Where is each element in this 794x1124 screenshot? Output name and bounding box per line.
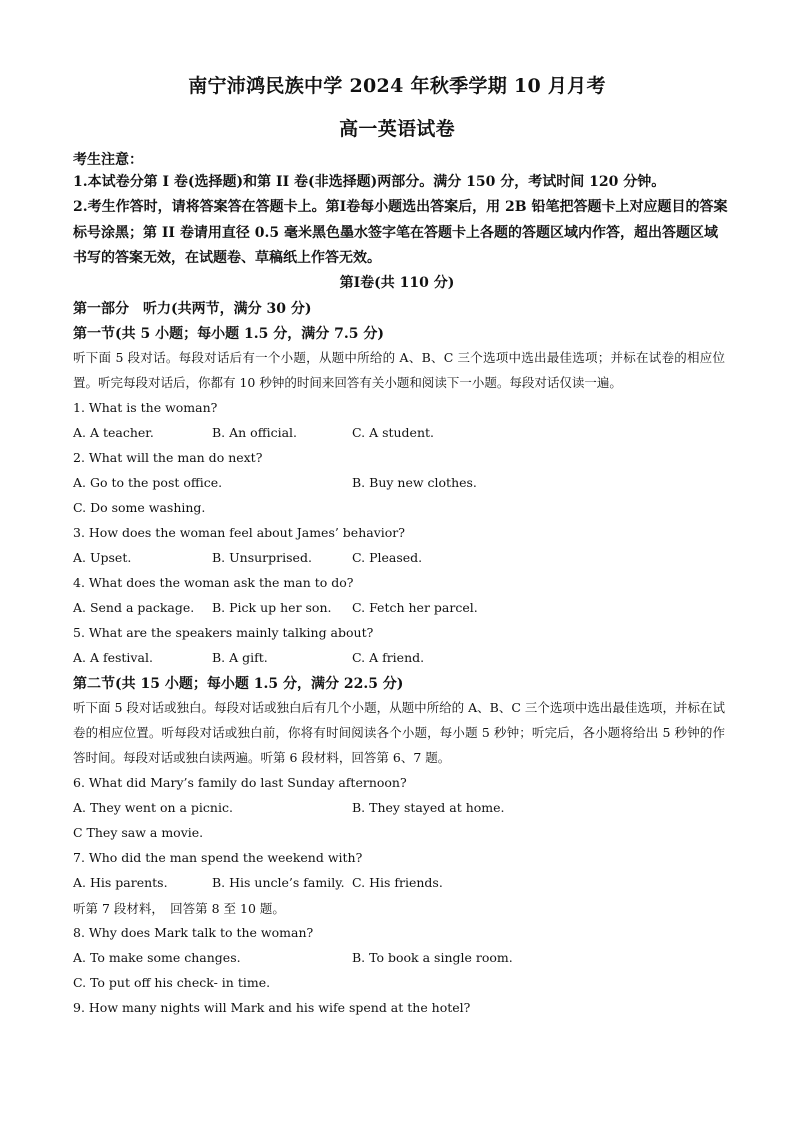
option-b: B. They stayed at home. [352, 800, 505, 815]
option-a: A. Upset. [73, 550, 132, 565]
option-c: C. Fetch her parcel. [352, 600, 478, 615]
section1-title: 第一节(共 5 小题；每小题 1.5 分，满分 7.5 分) [73, 326, 384, 342]
notice-heading: 考生注意： [73, 152, 143, 168]
question-stem: 8. Why does Mark talk to the woman? [73, 925, 314, 940]
option-a: A. A teacher. [73, 425, 154, 440]
option-c: C. To put off his check- in time. [73, 975, 271, 990]
option-b: B. Unsurprised. [212, 550, 312, 565]
option-a: A. They went on a picnic. [73, 800, 233, 815]
option-b: B. An official. [212, 425, 298, 440]
part1-title: 第一部分 听力(共两节，满分 30 分) [73, 301, 312, 317]
option-b: B. A gift. [212, 650, 268, 665]
exam-title: 南宁沛鸿民族中学 2024 年秋季学期 10 月月考 [188, 75, 606, 97]
option-c: C They saw a movie. [73, 825, 204, 840]
option-b: B. Buy new clothes. [352, 475, 477, 490]
option-b: B. Pick up her son. [212, 600, 332, 615]
question-stem: 7. Who did the man spend the weekend with? [73, 850, 363, 865]
option-a: A. Send a package. [73, 600, 195, 615]
section2-title: 第二节(共 15 小题；每小题 1.5 分，满分 22.5 分) [73, 676, 404, 692]
question-stem: 3. How does the woman feel about James’ behavior? [73, 525, 405, 540]
material-note: 听第 7 段材料， 回答第 8 至 10 题。 [73, 901, 285, 916]
option-c: C. Pleased. [352, 550, 423, 565]
question-stem: 6. What did Mary’s family do last Sunday afternoon? [73, 775, 407, 790]
option-c: C. A student. [352, 425, 435, 440]
section1-instructions: 听下面 5 段对话。每段对话后有一个小题，从题中所给的 A、B、C 三个选项中选出最佳选项；并标在试卷的相应位置。听完每段对话后，你都有 10 秒钟的时间来回答有关小题和阅读下一小题。每段对话仅读一遍。 [73, 350, 725, 390]
option-a: A. Go to the post office. [73, 475, 223, 490]
volume1-title: 第Ⅰ卷(共 110 分) [339, 275, 455, 291]
question-stem: 2. What will the man do next? [73, 450, 263, 465]
question-stem: 9. How many nights will Mark and his wife spend at the hotel? [73, 1000, 471, 1015]
section2-instructions: 听下面 5 段对话或独白。每段对话或独白后有几个小题，从题中所给的 A、B、C 三个选项中选出最佳选项，并标在试卷的相应位置。听每段对话或独白前，你将有时间阅读各个小题，每小题 5 秒钟；听完后，各小题将给出 5 秒钟的作答时间。每段对话或独白读两遍。听第 6 段材料，回答第 6、7 题。 [73, 700, 725, 765]
question-stem: 5. What are the speakers mainly talking about? [73, 625, 374, 640]
option-a: A. To make some changes. [73, 950, 241, 965]
exam-subtitle: 高一英语试卷 [339, 118, 455, 140]
question-stem: 4. What does the woman ask the man to do? [73, 575, 354, 590]
question-stem: 1. What is the woman? [73, 400, 218, 415]
option-b: B. His uncle’s family. [212, 875, 345, 890]
option-c: C. A friend. [352, 650, 425, 665]
option-c: C. His friends. [352, 875, 443, 890]
option-a: A. His parents. [73, 875, 168, 890]
option-b: B. To book a single room. [352, 950, 513, 965]
notice-item-1: 1.本试卷分第 I 卷(选择题)和第 II 卷(非选择题)两部分。满分 150 分，考试时间 120 分钟。 [73, 174, 666, 190]
option-a: A. A festival. [73, 650, 153, 665]
option-c: C. Do some washing. [73, 500, 206, 515]
notice-item-2: 2.考生作答时，请将答案答在答题卡上。第Ⅰ卷每小题选出答案后，用 2B 铅笔把答题卡上对应题目的答案标号涂黑；第 II 卷请用直径 0.5 毫米黑色墨水签字笔在答题卡上各题的答题区域内作答，超出答题区域书写的答案无效，在试题卷、草稿纸上作答无效。 [73, 199, 728, 266]
